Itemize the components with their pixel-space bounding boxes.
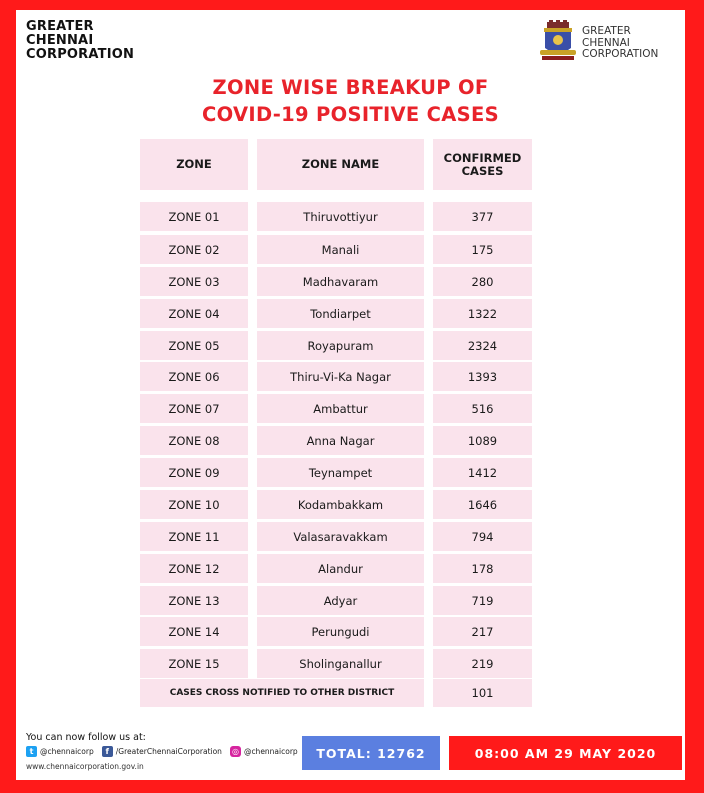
row-cases: 1412 xyxy=(433,458,532,487)
row-zone: ZONE 06 xyxy=(140,362,248,391)
row-zone: ZONE 02 xyxy=(140,235,248,264)
row-zone: ZONE 09 xyxy=(140,458,248,487)
brand-line: CHENNAI xyxy=(26,33,94,48)
row-zone-name: Adyar xyxy=(257,586,424,615)
row-zone-name: Thiruvottiyur xyxy=(257,202,424,231)
facebook-handle[interactable]: /GreaterChennaiCorporation xyxy=(115,747,222,756)
cross-notified-label: CASES CROSS NOTIFIED TO OTHER DISTRICT xyxy=(140,679,424,707)
facebook-icon[interactable]: f xyxy=(102,746,113,757)
row-zone: ZONE 13 xyxy=(140,586,248,615)
header-zone: ZONE xyxy=(140,139,248,190)
emblem-logo xyxy=(538,20,578,62)
page-title-line-2: COVID-19 POSITIVE CASES xyxy=(202,103,499,126)
follow-text: You can now follow us at: xyxy=(26,732,146,743)
row-cases: 1393 xyxy=(433,362,532,391)
cross-notified-cases: 101 xyxy=(433,679,532,707)
row-zone: ZONE 05 xyxy=(140,331,248,360)
row-cases: 516 xyxy=(433,394,532,423)
brand-line: CORPORATION xyxy=(26,47,135,62)
row-zone: ZONE 12 xyxy=(140,554,248,583)
row-zone-name: Valasaravakkam xyxy=(257,522,424,551)
brand-wordmark-right xyxy=(582,26,658,61)
row-cases: 719 xyxy=(433,586,532,615)
row-zone-name: Tondiarpet xyxy=(257,299,424,328)
row-zone-name: Anna Nagar xyxy=(257,426,424,455)
row-zone: ZONE 08 xyxy=(140,426,248,455)
row-cases: 377 xyxy=(433,202,532,231)
row-zone: ZONE 01 xyxy=(140,202,248,231)
timestamp-badge: 08:00 AM 29 MAY 2020 xyxy=(449,736,682,770)
row-cases: 219 xyxy=(433,649,532,678)
instagram-handle[interactable]: @chennaicorp xyxy=(243,747,298,756)
row-zone-name: Alandur xyxy=(257,554,424,583)
social-handles xyxy=(26,746,298,757)
brand-line: CHENNAI xyxy=(582,36,630,49)
row-zone: ZONE 11 xyxy=(140,522,248,551)
row-zone: ZONE 10 xyxy=(140,490,248,519)
row-zone-name: Ambattur xyxy=(257,394,424,423)
row-cases: 2324 xyxy=(433,331,532,360)
row-zone-name: Madhavaram xyxy=(257,267,424,296)
row-cases: 178 xyxy=(433,554,532,583)
infographic-card xyxy=(16,10,685,780)
row-zone-name: Manali xyxy=(257,235,424,264)
header-confirmed-cases: CONFIRMED CASES xyxy=(433,139,532,190)
brand-line: CORPORATION xyxy=(582,48,659,60)
row-zone-name: Perungudi xyxy=(257,617,424,646)
row-zone: ZONE 04 xyxy=(140,299,248,328)
row-zone-name: Kodambakkam xyxy=(257,490,424,519)
row-zone: ZONE 14 xyxy=(140,617,248,646)
row-cases: 1089 xyxy=(433,426,532,455)
row-cases: 794 xyxy=(433,522,532,551)
website-link[interactable]: www.chennaicorporation.gov.in xyxy=(26,762,144,771)
instagram-icon[interactable]: ◎ xyxy=(230,746,241,757)
twitter-icon[interactable]: t xyxy=(26,746,37,757)
twitter-handle[interactable]: @chennaicorp xyxy=(40,747,94,756)
row-zone: ZONE 03 xyxy=(140,267,248,296)
row-cases: 217 xyxy=(433,617,532,646)
row-cases: 1646 xyxy=(433,490,532,519)
row-zone-name: Sholinganallur xyxy=(257,649,424,678)
row-cases: 280 xyxy=(433,267,532,296)
page-title-line-1: ZONE WISE BREAKUP OF xyxy=(212,76,489,99)
row-cases: 175 xyxy=(433,235,532,264)
header-zone-name: ZONE NAME xyxy=(257,139,424,190)
total-badge: TOTAL: 12762 xyxy=(302,736,440,770)
row-zone-name: Teynampet xyxy=(257,458,424,487)
row-zone: ZONE 15 xyxy=(140,649,248,678)
brand-wordmark-left xyxy=(26,20,134,62)
row-zone-name: Royapuram xyxy=(257,331,424,360)
brand-line: GREATER xyxy=(582,25,631,37)
row-zone: ZONE 07 xyxy=(140,394,248,423)
row-zone-name: Thiru-Vi-Ka Nagar xyxy=(257,362,424,391)
brand-line: GREATER xyxy=(26,19,94,34)
row-cases: 1322 xyxy=(433,299,532,328)
